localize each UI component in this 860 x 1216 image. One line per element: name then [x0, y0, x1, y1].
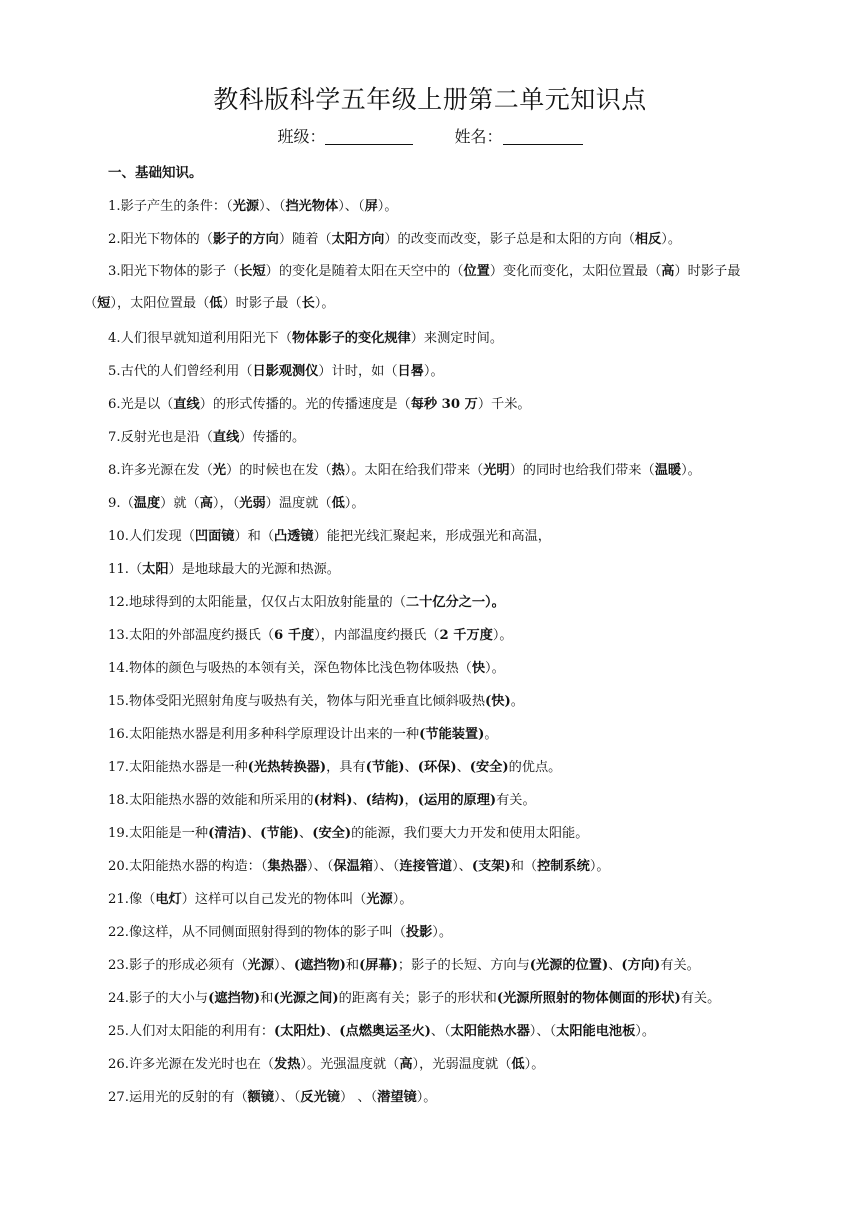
answer-text: 额镜 — [247, 1090, 275, 1105]
answer-text: (节能装置) — [419, 727, 485, 742]
answer-text: (环保) — [417, 760, 457, 775]
item-number: 11. — [108, 562, 129, 577]
answer-text: 每秒 30 万 — [410, 397, 478, 412]
answer-text: (安全) — [469, 760, 509, 775]
answer-text: 长短 — [239, 264, 266, 279]
item-text: ）。 — [492, 628, 513, 643]
answer-text: (光源所照射的物体侧面的形状) — [496, 991, 681, 1006]
item-number: 2. — [108, 232, 121, 247]
item-text: （ — [128, 562, 143, 577]
item-text: ）能把光线汇聚起来，形成强光和高温， — [313, 529, 551, 544]
item-text: 太阳能热水器的构造：（ — [128, 859, 268, 874]
answer-text: (清洁) — [208, 826, 247, 841]
item-number: 10. — [108, 529, 129, 544]
item-text: 太阳能热水器是一种 — [128, 760, 248, 775]
item-number: 23. — [108, 958, 129, 973]
item-number: 21. — [108, 892, 129, 907]
class-label: 班级： — [277, 127, 326, 146]
list-item — [84, 1015, 784, 1048]
answer-text: 低 — [331, 496, 345, 511]
item-text: ， — [404, 793, 418, 808]
item-text: 许多光源在发（ — [120, 463, 213, 478]
item-text: 有关。 — [680, 991, 721, 1006]
list-item — [84, 421, 784, 454]
item-text: ）的改变而改变，影子总是和太阳的方向（ — [384, 232, 635, 247]
item-text: 有关。 — [496, 793, 536, 808]
item-text: ）时影子最（ — [84, 264, 741, 311]
answer-text: 控制系统 — [537, 859, 590, 874]
answer-text: 快 — [471, 661, 486, 676]
item-number: 16. — [108, 727, 129, 742]
item-text: ）来测定时间。 — [410, 331, 504, 346]
item-text: （ — [120, 496, 134, 511]
section-heading: 一、基础知识。 — [108, 165, 203, 181]
item-text: ）、（ — [259, 199, 286, 214]
answer-text: 凹面镜 — [194, 529, 235, 544]
item-text: 太阳能热水器的效能和所采用的 — [128, 793, 314, 808]
item-text: 人们发现（ — [128, 529, 195, 544]
list-item — [84, 223, 784, 256]
item-text: ）的形式传播的。光的传播速度是（ — [199, 397, 411, 412]
list-item — [84, 520, 784, 553]
answer-text: 位置 — [463, 264, 490, 279]
answer-text: 太阳 — [142, 562, 169, 577]
item-text: ），内部温度约摄氏（ — [314, 628, 440, 643]
answer-text: (支架) — [471, 859, 511, 874]
item-text: 像这样，从不同侧面照射得到的物体的影子叫（ — [128, 925, 406, 940]
answer-text: 凸透镜 — [274, 529, 314, 544]
answer-text: 光源 — [232, 199, 260, 214]
answer-text: 光源 — [366, 892, 393, 907]
answer-text: (屏幕) — [359, 958, 398, 973]
answer-text: 发热 — [274, 1057, 301, 1072]
name-blank-line — [503, 128, 583, 145]
item-text: ）传播的。 — [239, 430, 306, 445]
answer-text: 低 — [209, 296, 223, 311]
answer-text: (光源的位置) — [529, 958, 609, 973]
item-text: ）。 — [423, 364, 444, 379]
list-item — [84, 487, 784, 520]
answer-text: 2 千万度 — [439, 628, 493, 643]
item-text: ）、 — [452, 859, 472, 874]
item-number: 3. — [108, 264, 121, 279]
item-number: 24. — [108, 991, 129, 1006]
item-text: 物体的颜色与吸热的本领有关，深色物体比浅色物体吸热（ — [128, 661, 472, 676]
item-text: ）就（ — [160, 496, 200, 511]
answer-text: 温暖 — [654, 463, 682, 478]
answer-text: 6 千度 — [274, 628, 315, 643]
item-text: ），太阳位置最（ — [110, 296, 210, 311]
item-text: 有关。 — [660, 958, 700, 973]
answer-text: 短 — [97, 296, 111, 311]
item-text: 和 — [260, 991, 274, 1006]
answer-text: 投影 — [405, 925, 433, 940]
answer-text: (光源之间) — [273, 991, 339, 1006]
item-text: ）。 — [661, 232, 682, 247]
item-number: 20. — [108, 859, 129, 874]
item-number: 1. — [108, 199, 121, 214]
answer-text: (运用的原理) — [417, 793, 497, 808]
item-text: ；影子的长短、方向与 — [397, 958, 530, 973]
item-text: 地球得到的太阳能量，仅仅占太阳放射能量的（ — [128, 595, 406, 610]
list-item — [84, 586, 784, 619]
item-text: ）是地球最大的光源和热源。 — [168, 562, 340, 577]
item-text: 、（ — [430, 1024, 451, 1039]
answer-text: 长 — [301, 296, 315, 311]
item-text: 人们很早就知道利用阳光下（ — [120, 331, 293, 346]
answer-text: 二十亿分之一）。 — [405, 595, 505, 610]
item-text: ）时影子最（ — [222, 296, 302, 311]
item-number: 5. — [108, 364, 121, 379]
name-field — [455, 124, 583, 147]
list-item — [84, 454, 784, 487]
answer-text: 电灯 — [155, 892, 182, 907]
item-text: 、 — [326, 1024, 340, 1039]
item-number: 26. — [108, 1057, 129, 1072]
item-text: 、 — [352, 793, 366, 808]
list-item — [84, 916, 784, 949]
item-number: 15. — [108, 694, 129, 709]
item-text: 、 — [246, 826, 261, 841]
answer-text: 相反 — [634, 232, 662, 247]
item-text: 人们对太阳能的利用有： — [128, 1024, 275, 1039]
answer-text: 日影观测仪 — [252, 364, 319, 379]
item-number: 18. — [108, 793, 129, 808]
item-number: 9. — [108, 496, 121, 511]
item-text: ）变化而变化，太阳位置最（ — [489, 264, 662, 279]
list-item — [84, 850, 784, 883]
answer-text: 物体影子的变化规律 — [292, 331, 411, 346]
item-number: 12. — [108, 595, 129, 610]
answer-text: (结构) — [365, 793, 405, 808]
class-blank-line — [325, 128, 413, 145]
answer-text: 太阳能热水器 — [450, 1024, 530, 1039]
item-text: 古代的人们曾经利用（ — [120, 364, 253, 379]
item-text: ）千米。 — [477, 397, 531, 412]
item-text: 、 — [456, 760, 470, 775]
list-item — [84, 322, 784, 355]
answer-text: 集热器 — [267, 859, 308, 874]
answer-text: 直线 — [212, 430, 240, 445]
list-item — [84, 817, 784, 850]
answer-text: (快) — [485, 694, 511, 709]
list-item — [84, 982, 784, 1015]
item-text: ） 、（ — [339, 1090, 378, 1105]
item-text: 影子的形成必须有（ — [128, 958, 248, 973]
item-text: ）的同时也给我们带来（ — [509, 463, 655, 478]
item-text: 物体受阳光照射角度与吸热有关，物体与阳光垂直比倾斜吸热 — [128, 694, 486, 709]
item-text: 太阳能热水器是利用多种科学原理设计出来的一种 — [128, 727, 420, 742]
list-item — [84, 1081, 784, 1114]
list-item — [84, 784, 784, 817]
answer-text: (节能) — [260, 826, 300, 841]
item-number: 14. — [108, 661, 129, 676]
item-text: ）。 — [377, 199, 398, 214]
answer-text: (安全) — [312, 826, 352, 841]
answer-text: 光 — [212, 463, 227, 478]
answer-text: (方向) — [621, 958, 661, 973]
name-label: 姓名： — [454, 127, 503, 146]
item-text: 影子产生的条件：（ — [120, 199, 233, 214]
answer-text: 太阳能电池板 — [556, 1024, 636, 1039]
item-text: ）、（ — [274, 1090, 301, 1105]
item-text: ），（ — [212, 496, 240, 511]
item-text: ）随着（ — [278, 232, 332, 247]
item-number: 4. — [108, 331, 121, 346]
list-item — [84, 751, 784, 784]
item-number: 17. — [108, 760, 129, 775]
list-item — [84, 949, 784, 982]
item-text: ）。 — [392, 892, 413, 907]
item-text: 。 — [484, 727, 498, 742]
answer-text: 光明 — [483, 463, 510, 478]
answer-text: 影子的方向 — [212, 232, 279, 247]
document-title: 教科版科学五年级上册第二单元知识点 — [213, 85, 647, 114]
answer-text: 温度 — [133, 496, 161, 511]
class-field — [277, 124, 413, 147]
item-text: ）。光强温度就（ — [300, 1057, 400, 1072]
list-item — [84, 355, 784, 388]
item-text: 和（ — [510, 859, 538, 874]
answer-text: 挡光物体 — [285, 199, 339, 214]
answer-text: (遮挡物) — [208, 991, 261, 1006]
list-item — [84, 685, 784, 718]
answer-text: 反光镜 — [300, 1090, 340, 1105]
answer-text: 潜望镜 — [377, 1090, 417, 1105]
list-item — [84, 553, 784, 586]
answer-text: 连接管道 — [399, 859, 453, 874]
item-text: ）、（ — [307, 859, 334, 874]
item-text: 阳光下物体的影子（ — [120, 264, 240, 279]
student-info-row — [0, 124, 860, 147]
item-text: 。 — [510, 694, 524, 709]
item-text: 影子的大小与 — [128, 991, 209, 1006]
item-text: ）。 — [432, 925, 453, 940]
list-item — [84, 388, 784, 421]
item-text: 、 — [608, 958, 622, 973]
item-text: ）计时，如（ — [318, 364, 398, 379]
item-text: ）。 — [681, 463, 701, 478]
item-text: 、 — [404, 760, 418, 775]
answer-text: (太阳灶) — [274, 1024, 327, 1039]
answer-text: 高 — [399, 1057, 413, 1072]
answer-text: (材料) — [313, 793, 353, 808]
item-text: 许多光源在发光时也在（ — [128, 1057, 275, 1072]
list-item — [84, 256, 784, 320]
item-text: ）。太阳在给我们带来（ — [344, 463, 484, 478]
item-text: ）。 — [524, 1057, 545, 1072]
item-text: ）温度就（ — [265, 496, 332, 511]
answer-text: 光源 — [247, 958, 275, 973]
item-text: ）、（ — [529, 1024, 557, 1039]
item-text: ）。 — [344, 496, 365, 511]
item-text: ）。 — [485, 661, 505, 676]
item-text: ）这样可以自己发光的物体叫（ — [181, 892, 367, 907]
item-number: 7. — [108, 430, 121, 445]
item-text: ）的变化是随着太阳在天空中的（ — [265, 264, 464, 279]
item-text: ）、（ — [372, 859, 400, 874]
item-text: 反射光也是沿（ — [120, 430, 213, 445]
item-number: 13. — [108, 628, 129, 643]
answer-text: (光热转换器) — [247, 760, 327, 775]
answer-text: 热 — [331, 463, 345, 478]
item-text: 和 — [345, 958, 360, 973]
list-item — [84, 883, 784, 916]
answer-text: 太阳方向 — [331, 232, 385, 247]
item-text: 光是以（ — [120, 397, 174, 412]
item-text: ）的时候也在发（ — [226, 463, 332, 478]
answer-text: 低 — [511, 1057, 525, 1072]
item-text: 运用光的反射的有（ — [128, 1090, 248, 1105]
item-text: 像（ — [128, 892, 156, 907]
answer-text: 保温箱 — [333, 859, 373, 874]
item-text: ）。 — [314, 296, 335, 311]
item-text: 太阳的外部温度约摄氏（ — [128, 628, 275, 643]
answer-text: 高 — [199, 496, 213, 511]
item-text: ）。 — [589, 859, 610, 874]
list-item — [84, 1048, 784, 1081]
list-item — [84, 190, 784, 223]
item-number: 25. — [108, 1024, 129, 1039]
item-number: 19. — [108, 826, 129, 841]
item-text: 、 — [299, 826, 313, 841]
answer-text: (节能) — [365, 760, 405, 775]
item-number: 27. — [108, 1090, 129, 1105]
answer-text: 直线 — [173, 397, 200, 412]
item-text: ，具有 — [326, 760, 366, 775]
item-text: 太阳能是一种 — [128, 826, 209, 841]
list-item — [84, 718, 784, 751]
list-item — [84, 619, 784, 652]
item-number: 8. — [108, 463, 121, 478]
item-text: 的优点。 — [508, 760, 562, 775]
list-item — [84, 652, 784, 685]
item-text: ）。 — [416, 1090, 437, 1105]
item-text: 的能源，我们要大力开发和使用太阳能。 — [351, 826, 589, 841]
item-text: ）和（ — [234, 529, 275, 544]
item-text: ）。 — [635, 1024, 656, 1039]
answer-text: (遮挡物) — [293, 958, 346, 973]
answer-text: 日晷 — [397, 364, 424, 379]
answer-text: (点燃奥运圣火) — [339, 1024, 431, 1039]
item-text: ）、（ — [338, 199, 365, 214]
item-text: 阳光下物体的（ — [120, 232, 213, 247]
item-text: ），光弱温度就（ — [412, 1057, 512, 1072]
item-number: 6. — [108, 397, 121, 412]
item-text: 的距离有关；影子的形状和 — [338, 991, 497, 1006]
item-text: ）、 — [274, 958, 294, 973]
item-number: 22. — [108, 925, 129, 940]
answer-text: 屏 — [364, 199, 378, 214]
answer-text: 高 — [661, 264, 675, 279]
answer-text: 光弱 — [239, 496, 266, 511]
